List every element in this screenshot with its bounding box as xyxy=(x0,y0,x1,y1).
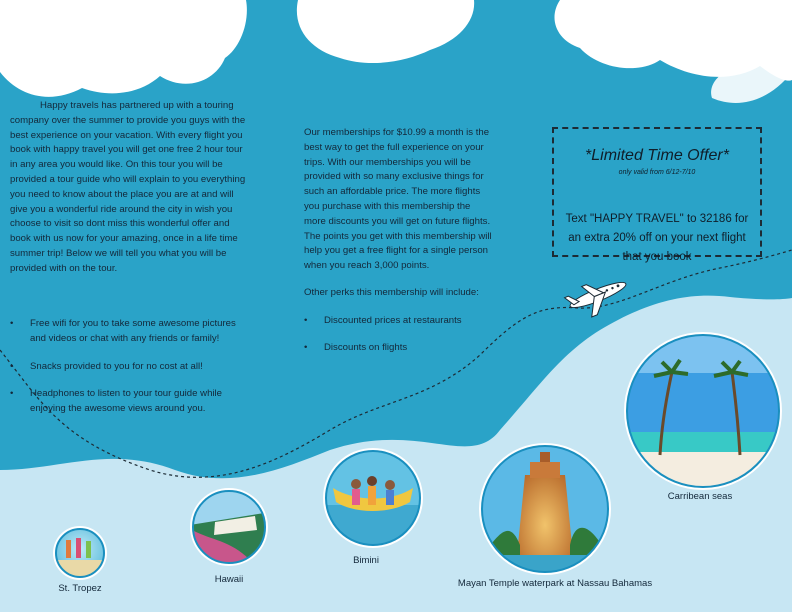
caption-carribean: Carribean seas xyxy=(667,491,733,502)
caption-hawaii: Hawaii xyxy=(214,574,244,585)
list-item: • Discounts on flights xyxy=(304,341,504,356)
bimini-photo xyxy=(323,448,423,548)
caption-mayan-temple: Mayan Temple waterpark at Nassau Bahamas xyxy=(457,578,653,589)
membership-perks-list xyxy=(304,314,504,369)
list-item: • Snacks provided to you for no cost at all! xyxy=(10,360,246,375)
list-item: • Free wifi for you to take some awesome pictures and videos or chat with any friends or family! xyxy=(10,317,246,347)
offer-body: Text "HAPPY TRAVEL" to 32186 for an extra 20% off on your next flight that you book xyxy=(565,213,749,263)
offer-valid-dates: only valid from 6/12-7/10 xyxy=(618,169,696,176)
list-item: • Discounted prices at restaurants xyxy=(304,314,504,329)
caption-bimini: Bimini xyxy=(353,555,379,566)
tour-perks-list xyxy=(10,317,246,430)
intro-paragraph: Happy travels has partnered up with a touring company over the summer to provide you guys with the best experience on your vacation. With every flight you book with happy travel you will get one free 2 hour tour in any area you would like. On this tour you will be provided a tour guide who will explain to you everything you need to know about the place you are at and will give you a wonderful ride around the city in wish you choose to visit so dont miss this wonderful offer and book with us now for your amazing, once in a life time summer trip! Below we will tell you what you will be provided with on the tour. xyxy=(10,100,246,274)
membership-paragraph: Our memberships for $10.99 a month is the best way to get the full experience on your trips. With our memberships you will be provided with so many exclusive things for such an affordable price. The more flights you purchase with this membership the more discounts you will get on future flights. The points you get with this membership will help you get a free flight for a single person when you reach 3,000 points. xyxy=(304,127,492,272)
list-item: • Headphones to listen to your tour guide while enjoying the awesome views around you. xyxy=(10,387,246,417)
limited-offer-box xyxy=(552,127,762,263)
other-perks-heading: Other perks this membership will include: xyxy=(304,287,479,298)
mayan-temple-photo xyxy=(479,443,611,575)
caption-st-tropez: St. Tropez xyxy=(58,583,102,594)
offer-title: *Limited Time Offer* xyxy=(585,147,729,164)
